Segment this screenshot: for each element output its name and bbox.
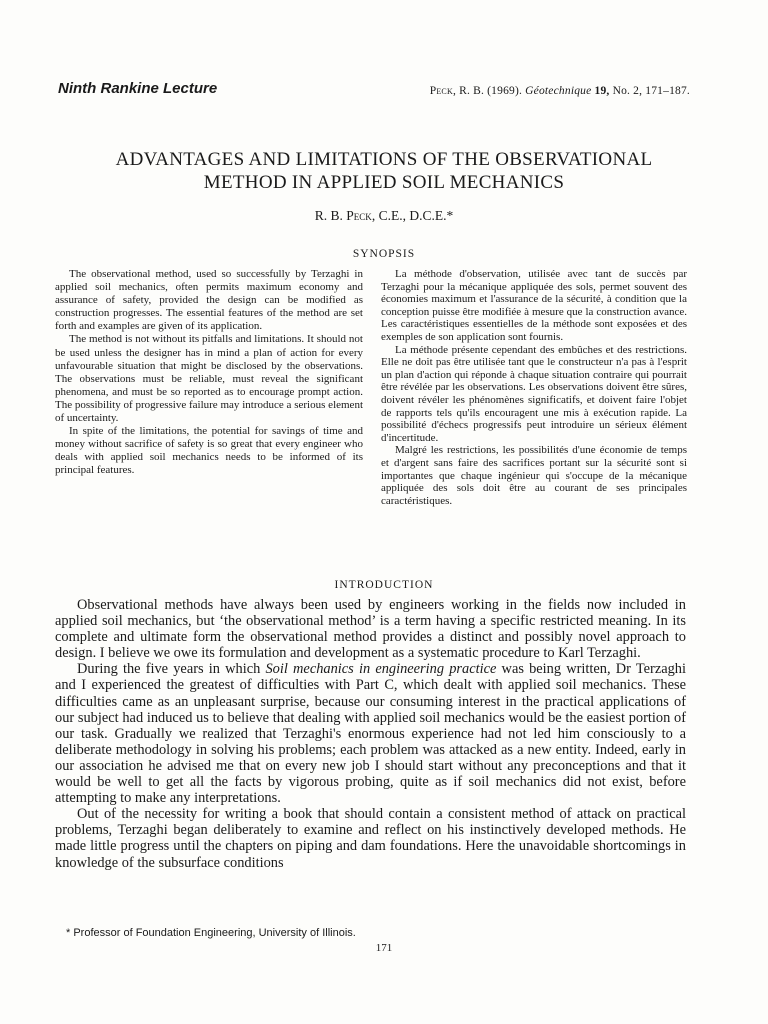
byline xyxy=(0,208,768,224)
synopsis-french xyxy=(381,268,687,507)
author-initials: R. B. xyxy=(314,208,343,223)
synopsis-en-paragraph: The observational method, used so successfully by Terzaghi in applied soil mechanics, often permits maximum economy and assurance of safety, provided the design can be modified as construction progresses. The essential features of the method are set forth and examples are given of its application. xyxy=(55,268,363,333)
citation-journal: Géotechnique xyxy=(525,85,592,97)
introduction-body xyxy=(55,597,686,871)
intro-paragraph: Observational methods have always been used by engineers working in the fields now included in applied soil mechanics, but ‘the observational method’ is a term having a specific restricted meaning. In its complete and ultimate form the observational method provides a distinct and possibly novel approach to design. I believe we owe its formulation and development as a systematic procedure to Karl Terzaghi. xyxy=(55,597,686,662)
synopsis-en-paragraph: The method is not without its pitfalls and limitations. It should not be used unless the designer has in mind a plan of action for every unfavourable situation that might be disclosed by the observations. The observations must be reliable, must reveal the significant phenomena, and must be so reported as to encourage prompt action. The possibility of progressive failure may introduce a serious element of uncertainty. xyxy=(55,333,363,425)
synopsis-fr-paragraph: La méthode d'observation, utilisée avec tant de succès par Terzaghi pour la mécanique appliquée des sols, permet souvent des économies maximum et l'assurance de la sécurité, à condition que la conception puisse être modifiée à mesure que la construction avance. Les caractéristiques essentielles de la méthode sont exposées et des exemples de son application sont fournis. xyxy=(381,268,687,343)
citation xyxy=(430,85,690,97)
author-degrees: , C.E., D.C.E.* xyxy=(371,208,454,223)
synopsis-fr-paragraph: Malgré les restrictions, les possibilités d'une économie de temps et d'argent sans faire des sacrifices portant sur la sécurité sont si importantes que chaque ingénieur qui s'occupe de la mécanique appliquée des sols doit être au courant de ses principales caractéristiques. xyxy=(381,444,687,507)
introduction-heading: INTRODUCTION xyxy=(334,579,434,591)
author-surname: Peck xyxy=(346,208,372,223)
book-title: Soil mechanics in engineering practice xyxy=(265,661,497,678)
citation-author: Peck, R. B. xyxy=(429,85,485,97)
citation-year: (1969). xyxy=(487,85,523,97)
citation-issue: No. 2, 171–187. xyxy=(612,85,690,97)
synopsis-fr-paragraph: La méthode présente cependant des embûches et des restrictions. Elle ne doit pas être utilisée tant que le constructeur n'a pas à l'esprit un plan d'action qui réponde à chaque situation contraire qui pourrait être révélée par les observations. Les observations doivent être sûres, doivent révéler les phénomènes significatifs, et doivent faire l'objet de rapports tels qu'ils encouragent une mis à exécution rapide. La possibilité d'échecs progressifs peut introduire un sérieux élément d'incertitude. xyxy=(381,343,687,444)
lecture-label: Ninth Rankine Lecture xyxy=(58,80,218,97)
synopsis-heading: SYNOPSIS xyxy=(352,248,416,260)
intro-text: During the five years in which xyxy=(77,661,266,678)
intro-paragraph xyxy=(55,661,686,806)
intro-paragraph: Out of the necessity for writing a book that should contain a consistent method of attack on practical problems, Terzaghi began deliberately to examine and reflect on his instinctively developed methods. He made little progress until the chapters on piping and dam foundations. Here the unavoidable shortcomings in knowledge of the subsurface conditions xyxy=(55,806,686,871)
footnote: * Professor of Foundation Engineering, University of Illinois. xyxy=(66,927,356,939)
paper-title-line-2: METHOD IN APPLIED SOIL MECHANICS xyxy=(203,172,565,193)
synopsis-en-paragraph: In spite of the limitations, the potential for savings of time and money without sacrifice of safety is so great that every engineer who deals with applied soil mechanics needs to be informed of its principal features. xyxy=(55,425,363,477)
paper-title xyxy=(40,148,728,194)
citation-volume: 19, xyxy=(594,85,610,97)
intro-text: was being written, Dr Terzaghi and I experienced the greatest of difficulties with Part C, which dealt with applied soil mechanics. These difficulties came as an unpleasant surprise, because our consuming interest in the practical applications of our subject had induced us to believe that dealing with applied soil mechanics would be the easiest portion of our task. Gradually we realized that Terzaghi's enormous experience had not led him consciously to a deliberate methodology in solving his problems; each problem was attacked as a new entity. Indeed, early in our association he advised me that on every new job I should start without any preconceptions and that it would be well to get all the facts by vigorous probing, quite as if soil mechanics did not exist, before attempting to make any interpretations. xyxy=(55,661,686,807)
synopsis-english xyxy=(55,268,363,478)
page-number: 171 xyxy=(375,942,393,954)
paper-title-line-1: ADVANTAGES AND LIMITATIONS OF THE OBSERVATIONAL xyxy=(115,149,653,170)
